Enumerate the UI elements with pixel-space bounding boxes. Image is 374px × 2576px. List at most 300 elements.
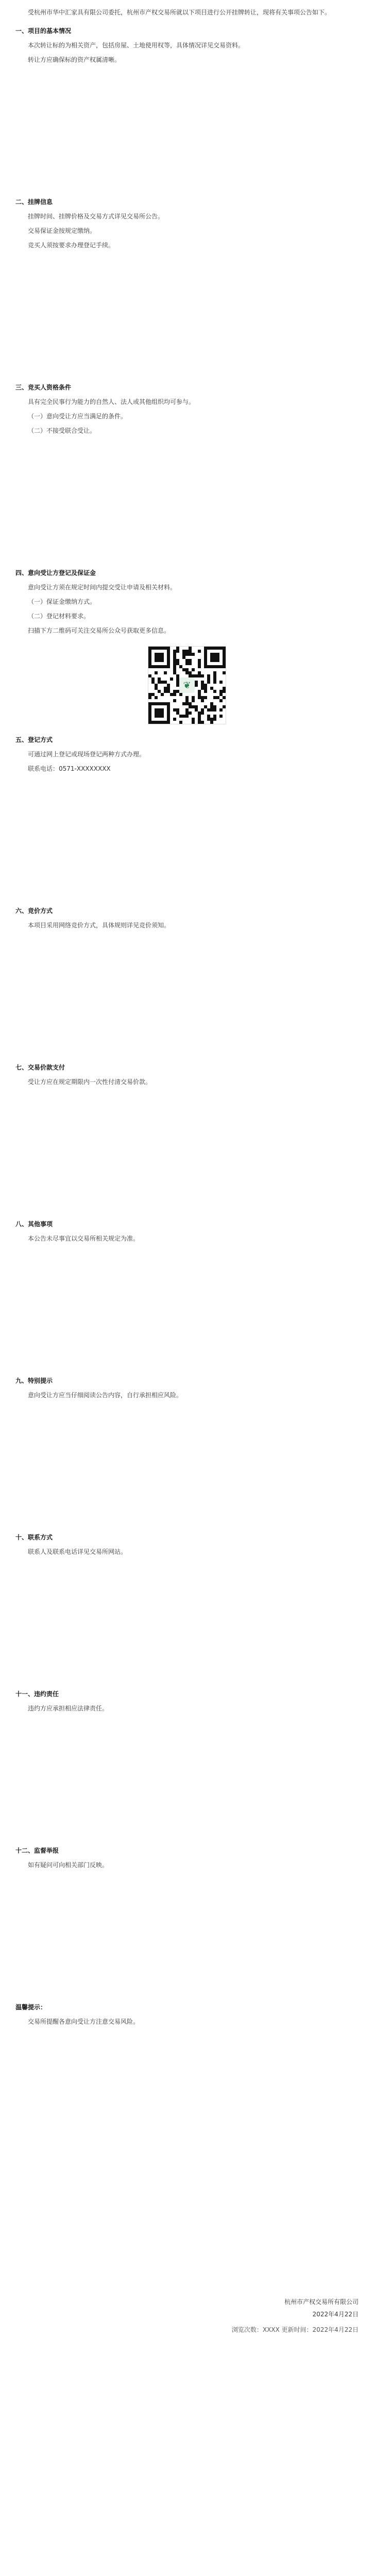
qr-module — [192, 668, 195, 671]
qr-module — [198, 721, 201, 724]
qr-module — [148, 665, 151, 668]
qr-module — [210, 687, 213, 690]
qr-module — [213, 708, 216, 711]
qr-module — [198, 718, 201, 721]
section-2-text-1: 挂牌时间、挂牌价格及交易方式详见交易所公告。 — [28, 213, 164, 220]
section-7-text-1: 受让方应在规定期限内一次性付清交易价款。 — [28, 1078, 152, 1086]
qr-module — [182, 653, 185, 656]
qr-module — [176, 650, 179, 653]
qr-module — [182, 702, 185, 705]
qr-module — [173, 690, 176, 693]
section-2-text-3: 竞买人须按要求办理登记手续。 — [28, 242, 115, 249]
qr-module — [155, 715, 158, 718]
section-13-text-1: 交易所提醒各意向受让方注意交易风险。 — [28, 2018, 140, 2025]
qr-module — [173, 699, 176, 702]
qr-module — [195, 674, 198, 677]
qr-module — [185, 668, 189, 671]
qr-module — [155, 721, 158, 724]
section-9-title: 九、特别提示 — [15, 1377, 53, 1384]
qr-module — [161, 647, 164, 650]
qr-module — [223, 656, 226, 659]
qr-module — [185, 711, 189, 715]
qr-module — [182, 668, 185, 671]
qr-module — [201, 721, 204, 724]
qr-module — [198, 711, 201, 715]
qr-module — [167, 687, 170, 690]
qr-module — [161, 693, 164, 696]
qr-module — [192, 653, 195, 656]
qr-module — [204, 705, 207, 708]
section-8-title: 八、其他事项 — [15, 1221, 53, 1228]
section-11-title: 十一、违约责任 — [15, 1690, 59, 1698]
qr-module — [210, 647, 213, 650]
qr-module — [161, 656, 164, 659]
qr-module — [204, 653, 207, 656]
qr-module — [161, 702, 164, 705]
section-3-text-2: （一）意向受让方应当满足的条件。 — [28, 413, 127, 420]
section-12-spacer — [15, 1871, 359, 1995]
signature-org: 杭州市产权交易所有限公司 — [284, 2298, 359, 2306]
qr-module — [192, 705, 195, 708]
qr-module — [161, 681, 164, 684]
qr-module — [167, 702, 170, 705]
qr-module — [167, 711, 170, 715]
section-4-text-4: 扫描下方二维码可关注交易所公众号获取更多信息。 — [28, 627, 171, 634]
qr-module — [155, 702, 158, 705]
qr-module — [148, 696, 151, 699]
section-5-spacer — [15, 775, 359, 899]
qr-module — [173, 693, 176, 696]
qr-module — [216, 656, 219, 659]
qr-module — [198, 671, 201, 674]
section-3-text-1: 具有完全民事行为能力的自然人、法人或其他组织均可参与。 — [28, 398, 195, 405]
qr-module — [213, 674, 216, 677]
qr-module — [161, 711, 164, 715]
section-1-text-2: 转让方应确保标的资产权属清晰。 — [28, 56, 121, 63]
qr-module — [198, 696, 201, 699]
qr-module — [185, 671, 189, 674]
qr-module — [210, 702, 213, 705]
qr-module — [148, 650, 151, 653]
qr-module — [207, 674, 210, 677]
qr-module — [173, 662, 176, 665]
qr-module — [189, 659, 192, 662]
qr-module — [201, 681, 204, 684]
qr-module — [167, 690, 170, 693]
qr-module — [164, 690, 167, 693]
section-4-text-2: （一）保证金缴纳方式。 — [28, 598, 96, 605]
qr-module — [158, 653, 161, 656]
qr-module — [148, 662, 151, 665]
qr-module — [151, 693, 155, 696]
section-11-text-1: 违约方应承担相应法律责任。 — [28, 1705, 109, 1712]
qr-module — [189, 650, 192, 653]
qr-module — [198, 665, 201, 668]
qr-module — [148, 708, 151, 711]
qr-module — [198, 690, 201, 693]
section-5-text-1: 可通过网上登记或现场登记两种方式办理。 — [28, 751, 146, 758]
qr-module — [158, 690, 161, 693]
qr-module — [158, 681, 161, 684]
qr-module — [176, 662, 179, 665]
qr-module — [213, 656, 216, 659]
qr-module — [158, 656, 161, 659]
qr-module — [192, 696, 195, 699]
qr-module — [210, 665, 213, 668]
qr-module — [185, 699, 189, 702]
qr-module — [148, 653, 151, 656]
qr-module — [176, 708, 179, 711]
qr-module — [198, 715, 201, 718]
qr-module — [167, 659, 170, 662]
section-1-title: 一、项目的基本情况 — [15, 27, 72, 35]
qr-module — [173, 659, 176, 662]
qr-module — [161, 659, 164, 662]
qr-module — [204, 684, 207, 687]
qr-module — [189, 647, 192, 650]
qr-module — [219, 681, 223, 684]
qr-module — [201, 687, 204, 690]
section-11-spacer — [15, 1715, 359, 1838]
qr-module — [151, 702, 155, 705]
qr-module — [210, 708, 213, 711]
qr-module — [185, 708, 189, 711]
qr-module — [161, 721, 164, 724]
qr-module — [201, 708, 204, 711]
qr-module — [155, 711, 158, 715]
qr-module — [167, 715, 170, 718]
qr-module — [167, 650, 170, 653]
qr-module — [195, 684, 198, 687]
qr-module — [204, 650, 207, 653]
section-3-title: 三、竞买人资格条件 — [15, 384, 72, 391]
qr-module — [148, 705, 151, 708]
qr-module — [219, 690, 223, 693]
qr-module — [158, 677, 161, 681]
qr-module — [195, 681, 198, 684]
section-12-title: 十二、监督举报 — [15, 1847, 59, 1854]
qr-module — [198, 659, 201, 662]
qr-module — [155, 665, 158, 668]
qr-module — [182, 656, 185, 659]
qr-module — [192, 718, 195, 721]
qr-module — [173, 718, 176, 721]
qr-module — [210, 653, 213, 656]
qr-module — [204, 656, 207, 659]
section-4-title: 四、意向受让方登记及保证金 — [15, 569, 96, 577]
notice-body — [15, 6, 359, 2336]
qr-module — [189, 702, 192, 705]
qr-module — [167, 656, 170, 659]
qr-module — [192, 699, 195, 702]
qr-module — [148, 656, 151, 659]
qr-module — [158, 721, 161, 724]
qr-module — [204, 696, 207, 699]
qr-module — [189, 671, 192, 674]
section-7-spacer — [15, 1088, 359, 1212]
qr-module — [148, 718, 151, 721]
qr-module — [164, 671, 167, 674]
qr-module — [223, 687, 226, 690]
qr-module — [210, 659, 213, 662]
qr-module — [173, 708, 176, 711]
qr-module — [223, 647, 226, 650]
qr-module — [216, 696, 219, 699]
qr-module — [185, 662, 189, 665]
qr-module — [173, 668, 176, 671]
section-1-spacer — [15, 66, 359, 190]
qr-module — [204, 687, 207, 690]
qr-module — [179, 721, 182, 724]
qr-module — [198, 693, 201, 696]
section-7-title: 七、交易价款支付 — [15, 1064, 65, 1071]
qr-module — [155, 684, 158, 687]
qr-module — [207, 665, 210, 668]
qr-module — [151, 677, 155, 681]
qr-module — [198, 662, 201, 665]
qr-module — [213, 677, 216, 681]
qr-module — [148, 693, 151, 696]
qr-module — [204, 659, 207, 662]
qr-module — [148, 715, 151, 718]
qr-module — [185, 715, 189, 718]
qr-module — [167, 684, 170, 687]
qr-module — [185, 653, 189, 656]
qr-module — [170, 677, 173, 681]
qr-module — [185, 659, 189, 662]
qr-module — [185, 696, 189, 699]
qr-module — [219, 665, 223, 668]
qr-module — [189, 711, 192, 715]
qr-module — [158, 647, 161, 650]
qr-module — [189, 653, 192, 656]
qr-module — [151, 647, 155, 650]
qr-module — [151, 721, 155, 724]
qr-module — [204, 690, 207, 693]
qr-module — [201, 674, 204, 677]
qr-module — [216, 647, 219, 650]
section-4-text-3: （二）登记材料要求。 — [28, 613, 90, 620]
qr-module — [213, 715, 216, 718]
qr-code-icon[interactable] — [148, 646, 226, 724]
qr-module — [155, 687, 158, 690]
section-2-text-2: 交易保证金按规定缴纳。 — [28, 227, 96, 234]
qr-module — [213, 718, 216, 721]
signature-date: 2022年4月22日 — [312, 2311, 359, 2318]
leaf-icon: ❦ — [179, 677, 195, 693]
qr-module — [223, 690, 226, 693]
section-4-text-1: 意向受让方须在规定时间内提交受让申请及相关材料。 — [28, 584, 177, 591]
section-6-title: 六、竞价方式 — [15, 907, 53, 914]
qr-module — [158, 711, 161, 715]
qr-module — [207, 681, 210, 684]
section-9-spacer — [15, 1401, 359, 1525]
qr-module — [216, 653, 219, 656]
qr-module — [223, 671, 226, 674]
qr-module — [182, 715, 185, 718]
qr-module — [195, 705, 198, 708]
section-1-text-1: 本次转让标的为相关资产，包括房屋、土地使用权等，具体情况详见交易资料。 — [28, 42, 245, 49]
qr-module — [167, 718, 170, 721]
qr-module — [210, 721, 213, 724]
section-3-text-3: （二）不接受联合受让。 — [28, 427, 96, 434]
qr-module — [189, 705, 192, 708]
qr-module — [207, 677, 210, 681]
qr-container — [15, 646, 359, 724]
closing-spacer — [15, 2028, 359, 2296]
qr-module — [161, 665, 164, 668]
section-8-spacer — [15, 1245, 359, 1368]
section-10-spacer — [15, 1558, 359, 1682]
qr-module — [213, 690, 216, 693]
footer-note: 浏览次数：XXXX 更新时间：2022年4月22日 — [231, 2326, 359, 2333]
qr-module — [167, 662, 170, 665]
qr-module — [219, 693, 223, 696]
qr-module — [207, 718, 210, 721]
qr-module — [167, 708, 170, 711]
qr-module — [179, 693, 182, 696]
qr-module — [185, 702, 189, 705]
section-6-spacer — [15, 931, 359, 1055]
qr-module — [207, 715, 210, 718]
qr-module — [164, 721, 167, 724]
qr-module — [148, 711, 151, 715]
qr-module — [198, 674, 201, 677]
section-3-spacer — [15, 437, 359, 561]
qr-module — [155, 656, 158, 659]
qr-module — [201, 711, 204, 715]
qr-module — [223, 696, 226, 699]
qr-module — [173, 650, 176, 653]
qr-module — [185, 650, 189, 653]
qr-module — [223, 705, 226, 708]
qr-module — [148, 721, 151, 724]
qr-module — [210, 718, 213, 721]
qr-module — [201, 696, 204, 699]
qr-module — [158, 659, 161, 662]
qr-module — [148, 647, 151, 650]
qr-module — [167, 705, 170, 708]
qr-module — [201, 699, 204, 702]
qr-module — [161, 653, 164, 656]
qr-module — [210, 656, 213, 659]
qr-module — [173, 671, 176, 674]
qr-module — [192, 721, 195, 724]
qr-module — [167, 647, 170, 650]
qr-module — [155, 647, 158, 650]
qr-module — [158, 702, 161, 705]
qr-module — [213, 671, 216, 674]
qr-module — [151, 665, 155, 668]
qr-module — [223, 659, 226, 662]
section-6-text-1: 本项目采用网络竞价方式，具体规则详见竞价须知。 — [28, 922, 171, 929]
section-12-text-1: 如有疑问可向相关部门反映。 — [28, 1861, 109, 1869]
qr-module — [182, 650, 185, 653]
qr-module — [207, 647, 210, 650]
qr-module — [158, 665, 161, 668]
qr-module — [219, 708, 223, 711]
qr-module — [176, 659, 179, 662]
section-2-spacer — [15, 251, 359, 375]
section-10-title: 十、联系方式 — [15, 1534, 53, 1541]
qr-module — [164, 687, 167, 690]
qr-module — [213, 696, 216, 699]
qr-module — [216, 665, 219, 668]
qr-module — [176, 647, 179, 650]
qr-module — [198, 650, 201, 653]
qr-module — [148, 674, 151, 677]
qr-module — [179, 665, 182, 668]
qr-module — [164, 702, 167, 705]
qr-module — [176, 674, 179, 677]
qr-module — [173, 653, 176, 656]
qr-module — [167, 721, 170, 724]
section-9-text-1: 意向受让方应当仔细阅读公告内容，自行承担相应风险。 — [28, 1392, 183, 1399]
section-10-text-1: 联系人及联系电话详见交易所网站。 — [28, 1548, 127, 1555]
qr-module — [204, 647, 207, 650]
qr-module — [179, 715, 182, 718]
qr-module — [201, 684, 204, 687]
qr-module — [223, 653, 226, 656]
qr-module — [223, 662, 226, 665]
qr-module — [213, 659, 216, 662]
qr-module — [213, 665, 216, 668]
qr-module — [148, 659, 151, 662]
qr-module — [151, 681, 155, 684]
qr-module — [164, 647, 167, 650]
qr-module — [219, 699, 223, 702]
qr-module — [170, 693, 173, 696]
qr-module — [155, 696, 158, 699]
section-5-text-2: 联系电话：0571-XXXXXXXX — [28, 765, 111, 772]
qr-module — [167, 653, 170, 656]
qr-module — [223, 665, 226, 668]
intro-paragraph: 受杭州市华中汇家具有限公司委托，杭州市产权交易所就以下项目进行公开挂牌转让，现将有关事项公告如下。 — [28, 9, 331, 16]
qr-module — [167, 665, 170, 668]
qr-module — [164, 665, 167, 668]
qr-module — [176, 711, 179, 715]
qr-module — [213, 705, 216, 708]
qr-module — [155, 708, 158, 711]
qr-module — [164, 681, 167, 684]
qr-module — [173, 656, 176, 659]
qr-module — [189, 662, 192, 665]
qr-module — [213, 653, 216, 656]
qr-module — [219, 647, 223, 650]
qr-module — [195, 708, 198, 711]
qr-module — [204, 665, 207, 668]
qr-module — [223, 650, 226, 653]
section-13-title: 温馨提示： — [15, 2004, 47, 2011]
qr-module — [207, 708, 210, 711]
qr-module — [161, 708, 164, 711]
qr-module — [155, 653, 158, 656]
section-5-title: 五、登记方式 — [15, 736, 53, 743]
section-8-text-1: 本公告未尽事宜以交易所相关规定为准。 — [28, 1235, 140, 1242]
qr-module — [210, 705, 213, 708]
qr-module — [148, 702, 151, 705]
qr-module — [155, 671, 158, 674]
section-2-title: 二、挂牌信息 — [15, 198, 53, 206]
qr-module — [204, 662, 207, 665]
qr-module — [216, 659, 219, 662]
qr-module — [155, 659, 158, 662]
qr-module — [161, 715, 164, 718]
qr-module — [173, 665, 176, 668]
qr-module — [158, 715, 161, 718]
qr-module — [219, 715, 223, 718]
qr-module — [213, 647, 216, 650]
